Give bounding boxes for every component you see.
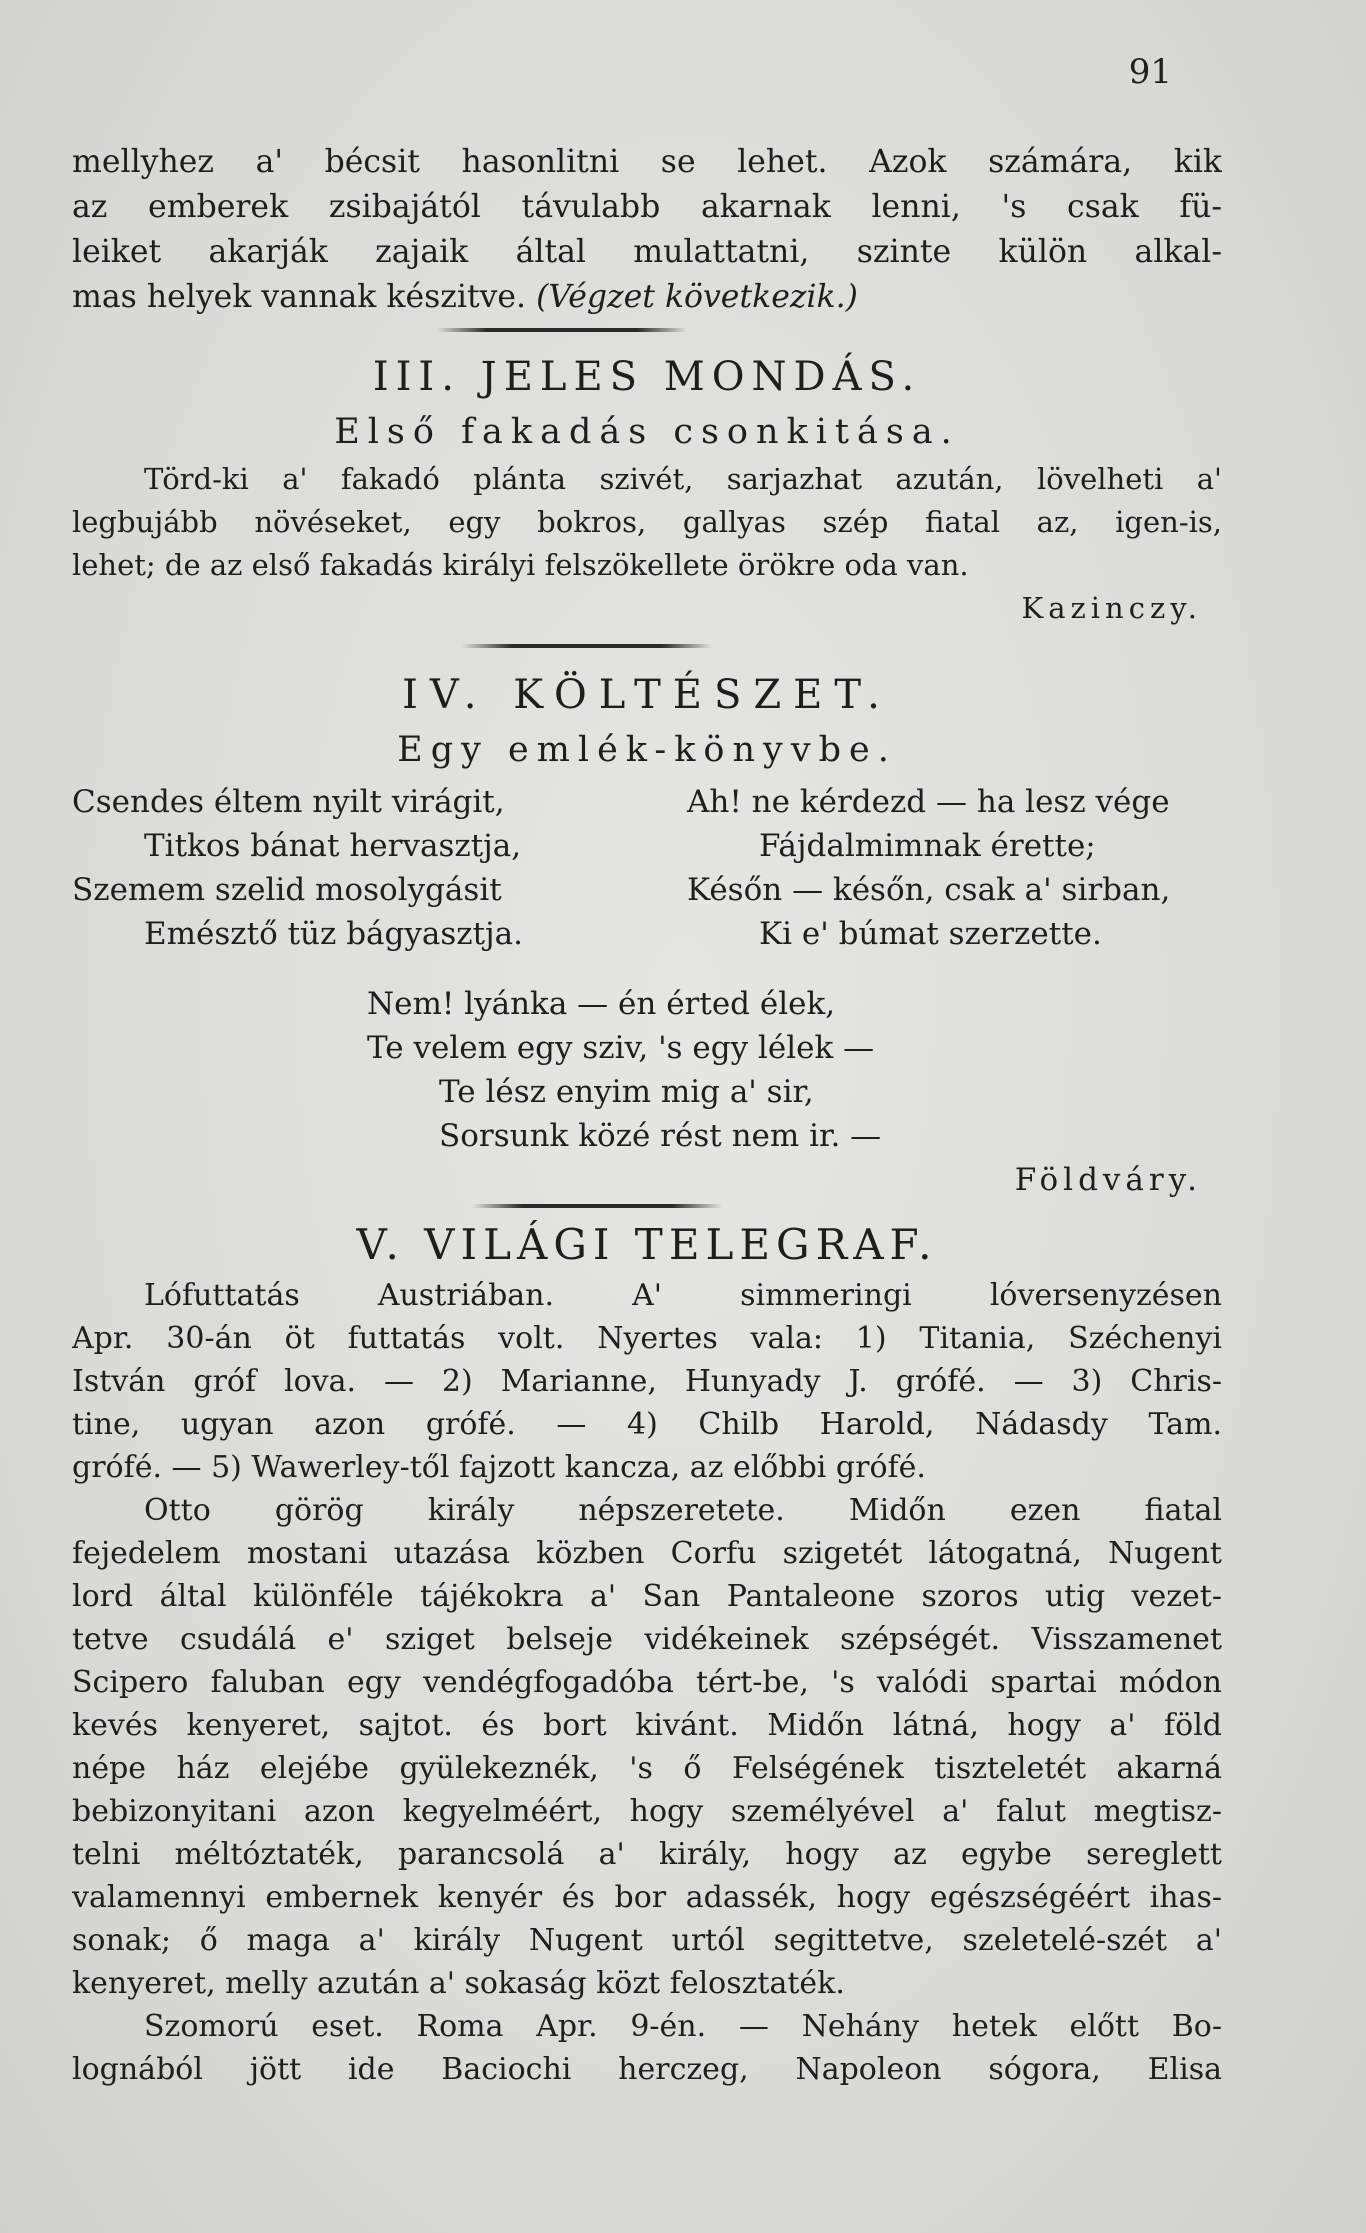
text-line: telni méltóztaték, parancsolá a' király, hogy az egybe sereglett — [72, 1837, 1222, 1872]
poem-line: Sorsunk közé rést nem ir. — — [439, 1118, 882, 1154]
text-line: tetve csudálá e' sziget belseje vidékeinek szépségét. Visszamenet — [72, 1622, 1222, 1657]
section-title: IV. KÖLTÉSZET. — [402, 672, 892, 718]
text-line: grófé. — 5) Wawerley-től fajzott kancza, az előbbi grófé. — [72, 1450, 926, 1485]
text-line: bebizonyitani azon kegyelméért, hogy személyével a' falut megtisz- — [72, 1794, 1222, 1829]
text-line: Scipero faluban egy vendégfogadóba tért-be, 's valódi spartai módon — [72, 1665, 1222, 1700]
section-title: V. VILÁGI TELEGRAF. — [356, 1220, 938, 1269]
text-line: lord által különféle tájékokra a' San Pantaleone szoros utig vezet- — [72, 1579, 1222, 1614]
poem-line: Ah! ne kérdezd — ha lesz vége — [687, 784, 1170, 820]
text-line: az emberek zsibajától távulabb akarnak lenni, 's csak fü- — [72, 189, 1222, 225]
text-line: tine, ugyan azon grófé. — 4) Chilb Harold, Nádasdy Tam. — [72, 1407, 1222, 1442]
section-subtitle: Egy emlék-könyvbe. — [397, 730, 897, 770]
continuation-note: (Végzet következik.) — [536, 279, 858, 315]
author-signature: Földváry. — [1014, 1162, 1202, 1198]
section-divider — [462, 644, 712, 648]
page-number: 91 — [1128, 52, 1172, 92]
author-signature: Kazinczy. — [1021, 591, 1202, 625]
news-item-rome — [72, 2005, 1222, 2091]
poem-line: Te velem egy sziv, 's egy lélek — — [367, 1030, 875, 1066]
section-subtitle: Első fakadás csonkitása. — [334, 412, 960, 452]
intro-last-line: mas helyek vannak készitve. — [72, 279, 527, 315]
text-line: leiket akarják zajaik által mulattatni, szinte külön alkal- — [72, 234, 1222, 270]
poem-line: Fájdalmimnak érette; — [759, 828, 1096, 864]
poem-line: Titkos bánat hervasztja, — [144, 828, 522, 864]
text-line: népe ház elejébe gyülekeznék, 's ő Felségének tiszteletét akarná — [72, 1751, 1222, 1786]
text-line: kenyeret, melly azután a' sokaság közt felosztaték. — [72, 1966, 845, 2001]
poem-stanza-left — [72, 780, 632, 956]
news-item-otto — [72, 1489, 1222, 2005]
intro-paragraph — [72, 140, 1222, 320]
text-line: mellyhez a' bécsit hasonlitni se lehet. Azok számára, kik — [72, 144, 1222, 180]
text-line: kevés kenyeret, sajtot. és bort kivánt. Midőn látná, hogy a' föld — [72, 1708, 1222, 1743]
text-line: Lófuttatás Austriában. A' simmeringi lóversenyzésen — [144, 1278, 1222, 1313]
text-line: lehet; de az első fakadás királyi felszökellete örökre oda van. — [72, 548, 969, 582]
poem-line: Szemem szelid mosolygásit — [72, 872, 502, 908]
poem-line: Te lész enyim mig a' sir, — [439, 1074, 814, 1110]
poem-line: Nem! lyánka — én érted élek, — [367, 986, 836, 1022]
text-line — [72, 275, 1222, 320]
poem-line: Ki e' búmat szerzette. — [759, 916, 1102, 952]
poem-line: Későn — későn, csak a' sirban, — [687, 872, 1171, 908]
text-line: fejedelem mostani utazása közben Corfu szigetét látogatná, Nugent — [72, 1536, 1222, 1571]
news-section — [72, 1274, 1222, 2091]
poem-line: Csendes éltem nyilt virágit, — [72, 784, 505, 820]
text-line: Apr. 30-án öt futtatás volt. Nyertes vala: 1) Titania, Széchenyi — [72, 1321, 1222, 1356]
text-line: Otto görög király népszeretete. Midőn ezen fiatal — [144, 1493, 1222, 1528]
text-line: István gróf lova. — 2) Marianne, Hunyady J. grófé. — 3) Chris- — [72, 1364, 1222, 1399]
text-line: lognából jött ide Baciochi herczeg, Napoleon sógora, Elisa — [72, 2052, 1222, 2087]
text-line: Szomorú eset. Roma Apr. 9-én. — Nehány hetek előtt Bo- — [144, 2009, 1222, 2044]
poem — [72, 780, 1222, 956]
section-divider — [437, 328, 687, 332]
text-line: sonak; ő maga a' király Nugent urtól segittetve, szeletelé-szét a' — [72, 1923, 1222, 1958]
section-title: III. JELES MONDÁS. — [372, 354, 922, 400]
poem-stanza-center — [367, 982, 1222, 1158]
quote-paragraph — [72, 458, 1222, 630]
poem-stanza-right — [687, 780, 1222, 956]
text-line: valamennyi embernek kenyér és bor adassék, hogy egészségéért ihas- — [72, 1880, 1222, 1915]
poem-line: Emésztő tüz bágyasztja. — [144, 916, 524, 952]
text-line: legbujább növéseket, egy bokros, gallyas szép fiatal az, igen-is, — [72, 505, 1222, 539]
section-divider — [472, 1204, 722, 1208]
text-line: Törd-ki a' fakadó plánta szivét, sarjazhat azután, lövelheti a' — [144, 462, 1222, 496]
page-content — [72, 140, 1222, 2091]
news-item-horse-race — [72, 1274, 1222, 1489]
